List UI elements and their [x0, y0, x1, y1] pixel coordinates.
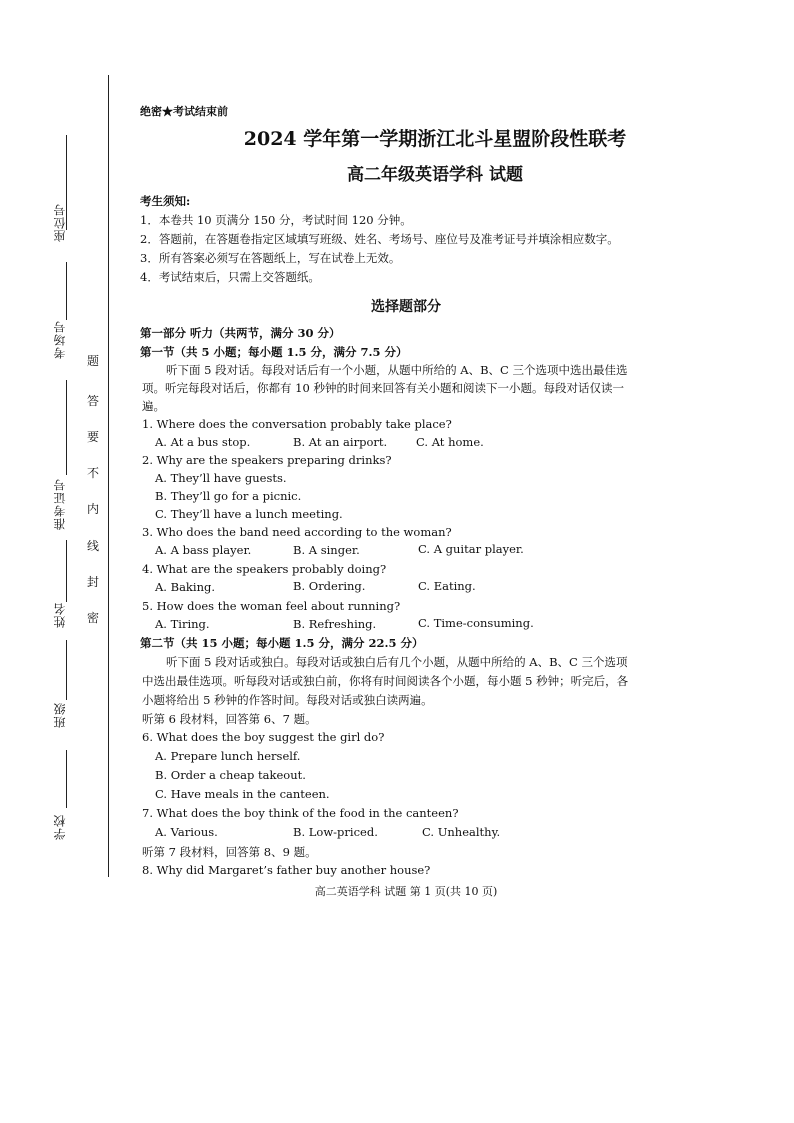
part1-title: 第一部分 听力（共两节，满分 30 分）: [140, 326, 341, 340]
seal-char: 题: [87, 354, 100, 368]
section2-instruction: 听下面 5 段对话或独白。每段对话或独白后有几个小题，从题中所给的 A、B、C 三个选项: [166, 655, 628, 669]
seal-char: 线: [87, 539, 100, 553]
section1-instruction: 听下面 5 段对话。每段对话后有一个小题，从题中所给的 A、B、C 三个选项中选出最佳选: [166, 363, 628, 377]
option: A. They’ll have guests.: [155, 471, 287, 485]
notice-item: 3．所有答案必须写在答题纸上，写在试卷上无效。: [140, 251, 401, 265]
option: C. Have meals in the canteen.: [155, 787, 330, 801]
exam-subtitle: 高二年级英语学科 试题: [347, 165, 523, 185]
option: C. Time-consuming.: [418, 616, 534, 630]
material-7-note: 听第 7 段材料，回答第 8、9 题。: [142, 845, 317, 859]
section2-instruction: 小题将给出 5 秒钟的作答时间。每段对话或独白读两遍。: [142, 693, 433, 707]
seal-char: 要: [87, 430, 100, 444]
question-5: 5. How does the woman feel about running?: [142, 599, 401, 613]
option: A. At a bus stop.: [155, 435, 251, 449]
option: C. Eating.: [418, 579, 476, 593]
option: B. Low-priced.: [293, 825, 378, 839]
option: A. Prepare lunch herself.: [155, 749, 301, 763]
option: C. At home.: [416, 435, 484, 449]
option: B. At an airport.: [293, 435, 388, 449]
seal-char: 不: [87, 466, 100, 480]
notice-title: 考生须知:: [140, 194, 191, 208]
option: C. They’ll have a lunch meeting.: [155, 507, 343, 521]
option: B. They’ll go for a picnic.: [155, 489, 302, 503]
name-label: 姓名: [53, 602, 67, 628]
option: C. A guitar player.: [418, 542, 524, 556]
ticket-label: 准考证号: [53, 478, 67, 530]
seal-char: 内: [87, 502, 100, 516]
option: B. Ordering.: [293, 579, 366, 593]
school-underline: [66, 750, 67, 808]
section1-title: 第一节（共 5 小题；每小题 1.5 分，满分 7.5 分）: [140, 345, 408, 359]
question-2: 2. Why are the speakers preparing drinks?: [142, 453, 392, 467]
option: B. A singer.: [293, 543, 360, 557]
section1-instruction: 遍。: [142, 399, 165, 413]
option: A. Baking.: [155, 580, 215, 594]
option: A. Various.: [155, 825, 218, 839]
section1-instruction: 项。听完每段对话后，你都有 10 秒钟的时间来回答有关小题和阅读下一小题。每段对话仅读一: [142, 381, 624, 395]
question-3: 3. Who does the band need according to the woman?: [142, 525, 452, 539]
section2-instruction: 中选出最佳选项。听每段对话或独白前，你将有时间阅读各个小题，每小题 5 秒钟；听完后，各: [142, 674, 629, 688]
exam-title: 2024 学年第一学期浙江北斗星盟阶段性联考: [243, 128, 627, 150]
notice-item: 4．考试结束后，只需上交答题纸。: [140, 270, 320, 284]
class-underline: [66, 640, 67, 700]
school-label: 学校: [53, 814, 67, 840]
option: C. Unhealthy.: [422, 825, 501, 839]
option: B. Refreshing.: [293, 617, 377, 631]
section2-title: 第二节（共 15 小题；每小题 1.5 分，满分 22.5 分）: [140, 636, 424, 650]
name-underline: [66, 540, 67, 602]
section-title: 选择题部分: [371, 299, 441, 315]
notice-item: 2．答题前，在答题卷指定区域填写班级、姓名、考场号、座位号及准考证号并填涂相应数字。: [140, 232, 619, 246]
seat-label: 座位号: [53, 203, 67, 242]
option: B. Order a cheap takeout.: [155, 768, 306, 782]
option: A. A bass player.: [155, 543, 252, 557]
secret-mark: 绝密★考试结束前: [140, 105, 228, 118]
question-7: 7. What does the boy think of the food in the canteen?: [142, 806, 459, 820]
notice-item: 1．本卷共 10 页满分 150 分，考试时间 120 分钟。: [140, 213, 412, 227]
question-6: 6. What does the boy suggest the girl do?: [142, 730, 385, 744]
question-4: 4. What are the speakers probably doing?: [142, 562, 387, 576]
material-6-note: 听第 6 段材料，回答第 6、7 题。: [142, 712, 317, 726]
room-label: 考场号: [53, 320, 67, 359]
seal-char: 答: [87, 394, 100, 408]
question-8: 8. Why did Margaret’s father buy another house?: [142, 863, 431, 877]
seal-char: 密: [87, 611, 100, 625]
question-1: 1. Where does the conversation probably take place?: [142, 417, 452, 431]
option: A. Tiring.: [155, 617, 210, 631]
margin-divider: [108, 75, 109, 877]
ticket-underline: [66, 380, 67, 475]
page-footer: 高二英语学科 试题 第 1 页(共 10 页): [314, 885, 498, 898]
seal-char: 封: [87, 575, 100, 589]
class-label: 班级: [53, 702, 67, 728]
